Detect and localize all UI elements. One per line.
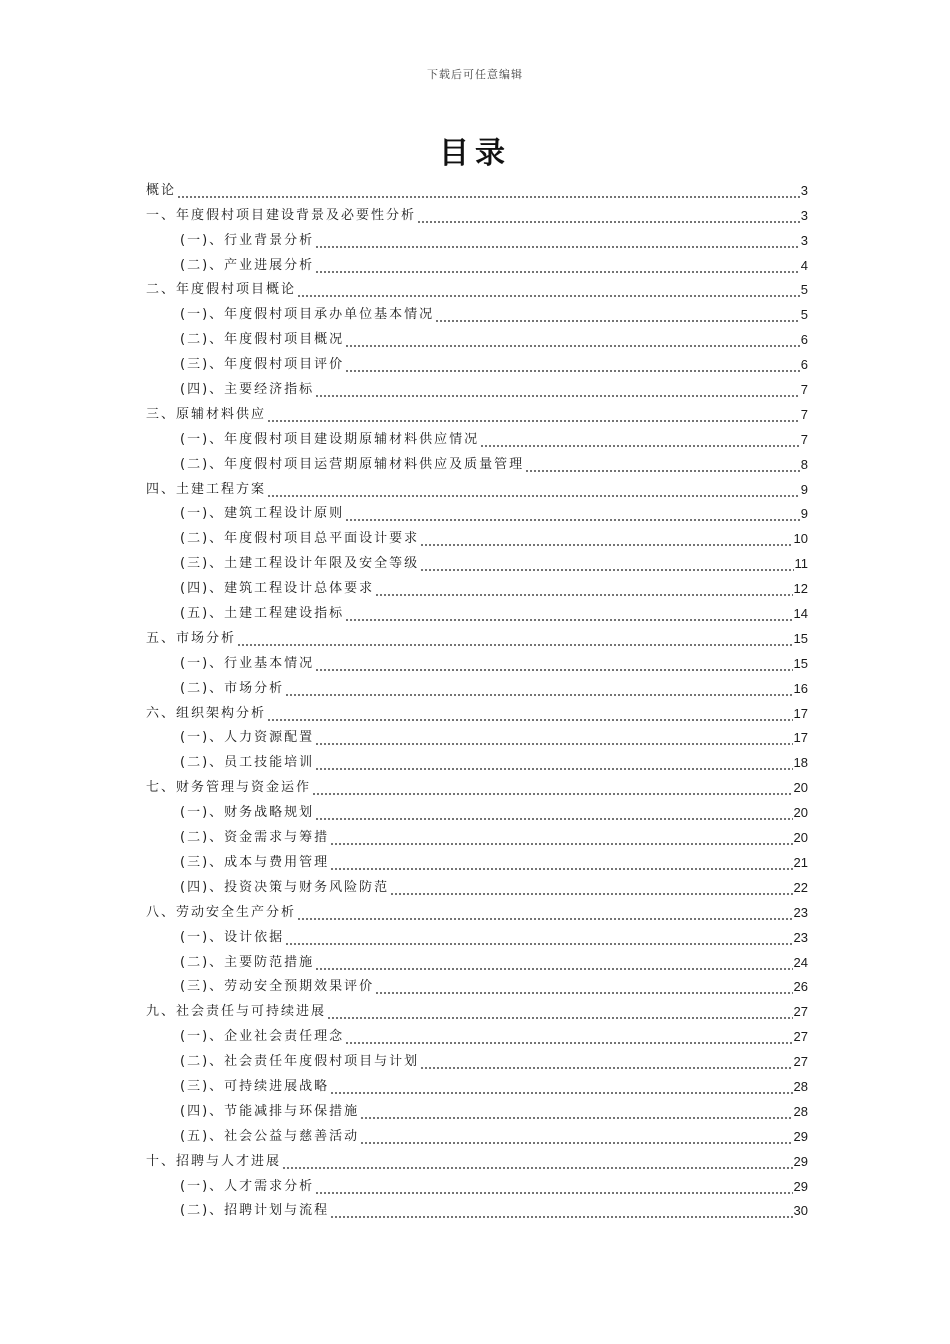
toc-page-number: 7: [800, 382, 808, 398]
toc-page-number: 15: [793, 655, 808, 671]
toc-dot-leader: [417, 208, 800, 224]
toc-subentry[interactable]: [146, 448, 808, 473]
toc-page-number: 20: [793, 780, 808, 796]
toc-page-number: 10: [793, 531, 808, 547]
toc-subentry[interactable]: [146, 746, 808, 771]
toc-dot-leader: [330, 1079, 792, 1095]
toc-entry-label: (二)、产业进展分析: [180, 257, 315, 273]
toc-page-number: 28: [793, 1103, 808, 1119]
toc-dot-leader: [375, 979, 792, 995]
toc-page-number: 20: [793, 830, 808, 846]
toc-page-number: 27: [793, 1054, 808, 1070]
toc-subentry[interactable]: [146, 871, 808, 896]
toc-page-number: 21: [793, 854, 808, 870]
toc-entry-label: (五)、土建工程建设指标: [180, 606, 345, 622]
toc-entry-label: (二)、员工技能培训: [180, 755, 315, 771]
toc-entry-label: (四)、建筑工程设计总体要求: [180, 581, 375, 597]
toc-subentry[interactable]: [146, 1170, 808, 1195]
toc-entry-label: (一)、企业社会责任理念: [180, 1029, 345, 1045]
toc-entry[interactable]: [146, 473, 808, 498]
toc-entry[interactable]: [146, 174, 808, 199]
toc-subentry[interactable]: [146, 547, 808, 572]
toc-page-number: 27: [793, 1004, 808, 1020]
toc-subentry[interactable]: [146, 1070, 808, 1095]
toc-entry-label: (四)、投资决策与财务风险防范: [180, 879, 390, 895]
toc-entry-label: 八、劳动安全生产分析: [146, 904, 297, 920]
toc-entry-label: (三)、成本与费用管理: [180, 854, 330, 870]
toc-dot-leader: [315, 656, 792, 672]
toc-page-number: 9: [800, 481, 808, 497]
toc-entry-label: (二)、招聘计划与流程: [180, 1203, 330, 1219]
toc-entry[interactable]: [146, 697, 808, 722]
toc-page-number: 29: [793, 1178, 808, 1194]
toc-subentry[interactable]: [146, 1020, 808, 1045]
toc-page-number: 17: [793, 705, 808, 721]
toc-dot-leader: [315, 233, 800, 249]
toc-entry-label: (一)、行业背景分析: [180, 232, 315, 248]
toc-entry[interactable]: [146, 622, 808, 647]
toc-dot-leader: [345, 332, 800, 348]
toc-subentry[interactable]: [146, 1195, 808, 1220]
toc-entry-label: (一)、年度假村项目承办单位基本情况: [180, 307, 435, 323]
toc-entry-label: (二)、年度假村项目运营期原辅材料供应及质量管理: [180, 456, 525, 472]
toc-subentry[interactable]: [146, 1045, 808, 1070]
toc-entry-label: (三)、土建工程设计年限及安全等级: [180, 556, 420, 572]
toc-dot-leader: [480, 432, 800, 448]
toc-entry[interactable]: [146, 896, 808, 921]
toc-subentry[interactable]: [146, 572, 808, 597]
toc-page-number: 6: [800, 357, 808, 373]
toc-dot-leader: [330, 1203, 792, 1219]
toc-dot-leader: [345, 506, 800, 522]
toc-page-number: 14: [793, 606, 808, 622]
toc-entry-label: 十、招聘与人才进展: [146, 1153, 282, 1169]
toc-subentry[interactable]: [146, 348, 808, 373]
toc-entry-label: 一、年度假村项目建设背景及必要性分析: [146, 207, 417, 223]
toc-subentry[interactable]: [146, 373, 808, 398]
toc-page-number: 15: [793, 630, 808, 646]
toc-dot-leader: [285, 930, 792, 946]
toc-page-number: 5: [800, 307, 808, 323]
toc-dot-leader: [315, 1179, 792, 1195]
toc-page-number: 23: [793, 929, 808, 945]
toc-subentry[interactable]: [146, 722, 808, 747]
page-header: 下载后可任意编辑: [427, 68, 523, 81]
toc-dot-leader: [267, 706, 793, 722]
toc-subentry[interactable]: [146, 672, 808, 697]
toc-dot-leader: [315, 955, 792, 971]
toc-entry-label: (二)、社会责任年度假村项目与计划: [180, 1054, 420, 1070]
toc-subentry[interactable]: [146, 423, 808, 448]
toc-entry-label: 五、市场分析: [146, 630, 237, 646]
toc-entry-label: (四)、主要经济指标: [180, 382, 315, 398]
toc-subentry[interactable]: [146, 971, 808, 996]
toc-entry-label: (一)、设计依据: [180, 929, 285, 945]
toc-entry-label: 九、社会责任与可持续进展: [146, 1004, 327, 1020]
toc-subentry[interactable]: [146, 323, 808, 348]
toc-dot-leader: [267, 407, 800, 423]
toc-subentry[interactable]: [146, 298, 808, 323]
toc-page-number: 3: [800, 182, 808, 198]
toc-subentry[interactable]: [146, 498, 808, 523]
toc-subentry[interactable]: [146, 1120, 808, 1145]
toc-page-number: 4: [800, 257, 808, 273]
toc-dot-leader: [420, 556, 793, 572]
toc-page-number: 16: [793, 680, 808, 696]
toc-page-number: 20: [793, 805, 808, 821]
toc-dot-leader: [267, 482, 800, 498]
toc-dot-leader: [360, 1129, 792, 1145]
toc-dot-leader: [435, 307, 800, 323]
toc-dot-leader: [375, 581, 792, 597]
toc-subentry[interactable]: [146, 796, 808, 821]
toc-subentry[interactable]: [146, 224, 808, 249]
toc-dot-leader: [315, 755, 792, 771]
toc-page-number: 28: [793, 1078, 808, 1094]
toc-entry-label: (二)、市场分析: [180, 680, 285, 696]
table-of-contents: [146, 174, 808, 1219]
toc-dot-leader: [345, 357, 800, 373]
toc-page-number: 3: [800, 207, 808, 223]
toc-page-number: 17: [793, 730, 808, 746]
toc-dot-leader: [297, 905, 793, 921]
toc-entry[interactable]: [146, 199, 808, 224]
toc-subentry[interactable]: [146, 522, 808, 547]
toc-entry-label: (二)、年度假村项目总平面设计要求: [180, 531, 420, 547]
toc-dot-leader: [315, 382, 800, 398]
toc-page-number: 22: [793, 879, 808, 895]
page-title: 目录: [439, 136, 511, 171]
toc-page-number: 27: [793, 1029, 808, 1045]
toc-page-number: 11: [794, 556, 808, 572]
toc-subentry[interactable]: [146, 1095, 808, 1120]
toc-entry-label: (四)、节能减排与环保措施: [180, 1103, 360, 1119]
toc-page-number: 12: [793, 581, 808, 597]
toc-subentry[interactable]: [146, 921, 808, 946]
toc-entry[interactable]: [146, 1145, 808, 1170]
toc-entry-label: (五)、社会公益与慈善活动: [180, 1128, 360, 1144]
toc-dot-leader: [330, 830, 792, 846]
toc-entry-label: (三)、年度假村项目评价: [180, 357, 345, 373]
toc-page-number: 26: [793, 979, 808, 995]
toc-page-number: 9: [800, 506, 808, 522]
toc-subentry[interactable]: [146, 821, 808, 846]
toc-dot-leader: [177, 183, 800, 199]
toc-page-number: 5: [800, 282, 808, 298]
toc-page-number: 29: [793, 1153, 808, 1169]
toc-entry-label: (一)、人力资源配置: [180, 730, 315, 746]
toc-dot-leader: [282, 1154, 793, 1170]
toc-dot-leader: [315, 730, 792, 746]
toc-page-number: 29: [793, 1128, 808, 1144]
toc-dot-leader: [360, 1104, 792, 1120]
toc-dot-leader: [345, 606, 792, 622]
toc-page-number: 18: [793, 755, 808, 771]
toc-dot-leader: [237, 631, 793, 647]
toc-page-number: 23: [793, 904, 808, 920]
toc-dot-leader: [390, 880, 792, 896]
toc-page-number: 24: [793, 954, 808, 970]
toc-dot-leader: [312, 780, 793, 796]
toc-entry-label: (二)、年度假村项目概况: [180, 332, 345, 348]
toc-entry[interactable]: [146, 274, 808, 299]
toc-subentry[interactable]: [146, 249, 808, 274]
toc-subentry[interactable]: [146, 946, 808, 971]
toc-entry-label: (三)、劳动安全预期效果评价: [180, 979, 375, 995]
toc-entry-label: 七、财务管理与资金运作: [146, 780, 312, 796]
toc-entry-label: 三、原辅材料供应: [146, 406, 267, 422]
toc-dot-leader: [315, 805, 792, 821]
toc-page-number: 7: [800, 431, 808, 447]
toc-entry-label: 四、土建工程方案: [146, 481, 267, 497]
toc-dot-leader: [345, 1029, 792, 1045]
toc-entry-label: (三)、可持续进展战略: [180, 1078, 330, 1094]
toc-subentry[interactable]: [146, 647, 808, 672]
toc-entry-label: (一)、人才需求分析: [180, 1178, 315, 1194]
toc-subentry[interactable]: [146, 597, 808, 622]
toc-page-number: 7: [800, 406, 808, 422]
toc-dot-leader: [315, 258, 800, 274]
toc-page-number: 8: [800, 456, 808, 472]
toc-page-number: 30: [793, 1203, 808, 1219]
toc-entry-label: 二、年度假村项目概论: [146, 282, 297, 298]
toc-entry[interactable]: [146, 995, 808, 1020]
toc-entry-label: (二)、主要防范措施: [180, 954, 315, 970]
toc-dot-leader: [297, 282, 800, 298]
toc-entry-label: (一)、行业基本情况: [180, 655, 315, 671]
toc-page-number: 3: [800, 232, 808, 248]
toc-entry-label: 六、组织架构分析: [146, 705, 267, 721]
toc-page-number: 6: [800, 332, 808, 348]
toc-entry-label: (一)、财务战略规划: [180, 805, 315, 821]
toc-subentry[interactable]: [146, 846, 808, 871]
toc-dot-leader: [285, 681, 792, 697]
toc-dot-leader: [327, 1004, 793, 1020]
toc-entry-label: (二)、资金需求与筹措: [180, 830, 330, 846]
toc-entry[interactable]: [146, 398, 808, 423]
toc-dot-leader: [420, 1054, 792, 1070]
toc-entry-label: 概论: [146, 182, 177, 198]
toc-dot-leader: [330, 855, 792, 871]
toc-dot-leader: [525, 457, 800, 473]
toc-entry-label: (一)、年度假村项目建设期原辅材料供应情况: [180, 431, 480, 447]
toc-entry[interactable]: [146, 771, 808, 796]
toc-entry-label: (一)、建筑工程设计原则: [180, 506, 345, 522]
toc-dot-leader: [420, 531, 792, 547]
